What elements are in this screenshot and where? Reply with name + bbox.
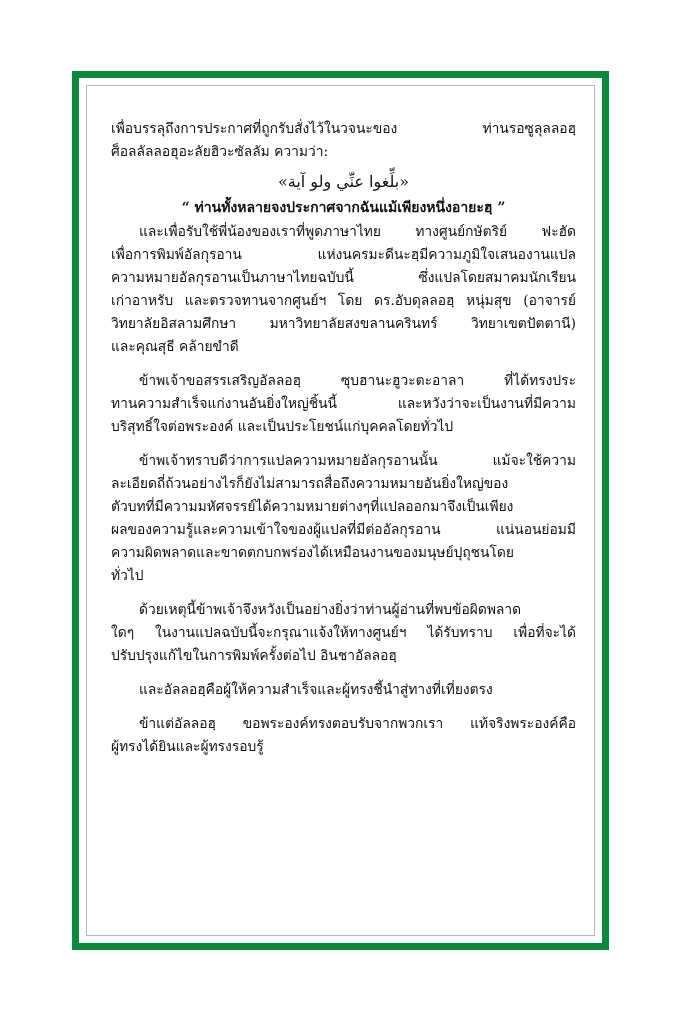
paragraph-6 (111, 713, 576, 759)
page-border-white-gap (79, 78, 602, 943)
intro-line-1: เพื่อบรรลุถึงการประกาศที่ถูกรับสั่งไว้ในวจนะของ ท่านรอซูลุลลอฮฺ (111, 121, 576, 137)
arabic-hadith-quote: «بلِّغوا عنِّي ولو آية» (277, 172, 410, 191)
paragraph-line: ข้าพเจ้าทราบดีว่าการแปลความหมายอัลกุรอานนั้น แม้จะใช้ความ (139, 453, 576, 469)
page-inner-frame (86, 85, 595, 936)
paragraph-1 (111, 221, 576, 359)
paragraph-line: ความหมายอัลกุรอานเป็นภาษาไทยฉบับนี้ ซึ่งแปลโดยสมาคมนักเรียน (111, 270, 576, 286)
paragraph-line: ผลของความรู้และความเข้าใจของผู้แปลที่มีต่ออัลกุรอาน แน่นอนย่อมมี (111, 522, 576, 538)
paragraph-line: เพื่อการพิมพ์อัลกุรอาน แห่งนครมะดีนะฮฺมีความภูมิใจเสนองานแปล (111, 247, 576, 263)
paragraph-line: ข้าพเจ้าขอสรรเสริญอัลลอฮฺ ซุบฮานะฮูวะตะอาลา ที่ได้ทรงประ (139, 373, 576, 389)
paragraph-line: และเพื่อรับใช้พี่น้องของเราที่พูดภาษาไทย ทางศูนย์กษัตริย์ ฟะฮัด (139, 224, 576, 240)
paragraph-line: เก่าอาหรับ และตรวจทานจากศูนย์ฯ โดย ดร.อับดุลลอฮฺ หนุ่มสุข (อาจารย์ (111, 293, 576, 309)
paragraph-line: ตัวบทที่มีความมหัศจรรย์ได้ความหมายต่างๆที่แปลออกมาจึงเป็นเพียง (111, 499, 514, 515)
paragraph-line: ความผิดพลาดและขาดตกบกพร่องได้เหมือนงานของมนุษย์ปุถุชนโดย (111, 545, 514, 561)
paragraph-3 (111, 450, 576, 588)
paragraph-line: ปรับปรุงแก้ไขในการพิมพ์ครั้งต่อไป อินชาอัลลอฮฺ (111, 648, 397, 664)
intro-line-2: ศ็อลลัลลอฮุอะลัยฮิวะซัลลัม ความว่า: (111, 144, 329, 160)
paragraph-line: ใดๆ ในงานแปลฉบับนี้จะกรุณาแจ้งให้ทางศูนย์ฯ ได้รับทราบ เพื่อที่จะได้ (111, 625, 576, 641)
paragraph-line: ละเอียดถี่ถ้วนอย่างไรก็ยังไม่สามารถสื่อถึงความหมายอันยิ่งใหญ่ของ (111, 476, 509, 492)
paragraph-line: ทั่วไป (111, 568, 144, 584)
paragraph-line: วิทยาลัยอิสลามศึกษา มหาวิทยาลัยสงขลานครินทร์ วิทยาเขตปัตตานี) (111, 316, 576, 332)
paragraph-line: ข้าแต่อัลลอฮฺ ขอพระองค์ทรงตอบรับจากพวกเรา แท้จริงพระองค์คือ (139, 716, 576, 732)
paragraph-line: ผู้ทรงได้ยินและผู้ทรงรอบรู้ (111, 739, 264, 755)
paragraph-5 (111, 679, 576, 702)
hadith-translation: “ ท่านทั้งหลายจงประกาศจากฉันแม้เพียงหนึ่งอายะฮฺ ” (181, 200, 506, 216)
page-border-green (72, 71, 609, 950)
paragraph-line: ทานความสำเร็จแก่งานอันยิ่งใหญ่ชิ้นนี้ และหวังว่าจะเป็นงานที่มีความ (111, 396, 576, 412)
document-body (111, 118, 576, 759)
paragraph-4 (111, 599, 576, 668)
paragraph-2 (111, 370, 576, 439)
paragraph-line: และคุณสุธี คล้ายขำดี (111, 339, 239, 355)
paragraph-line: บริสุทธิ์ใจต่อพระองค์ และเป็นประโยชน์แก่บุคคลโดยทั่วไป (111, 419, 454, 435)
paragraph-line: และอัลลอฮฺคือผู้ให้ความสำเร็จและผู้ทรงชี้นำสู่ทางที่เที่ยงตรง (139, 682, 493, 698)
paragraph-line: ด้วยเหตุนี้ข้าพเจ้าจึงหวังเป็นอย่างยิ่งว่าท่านผู้อ่านที่พบข้อผิดพลาด (139, 602, 522, 618)
